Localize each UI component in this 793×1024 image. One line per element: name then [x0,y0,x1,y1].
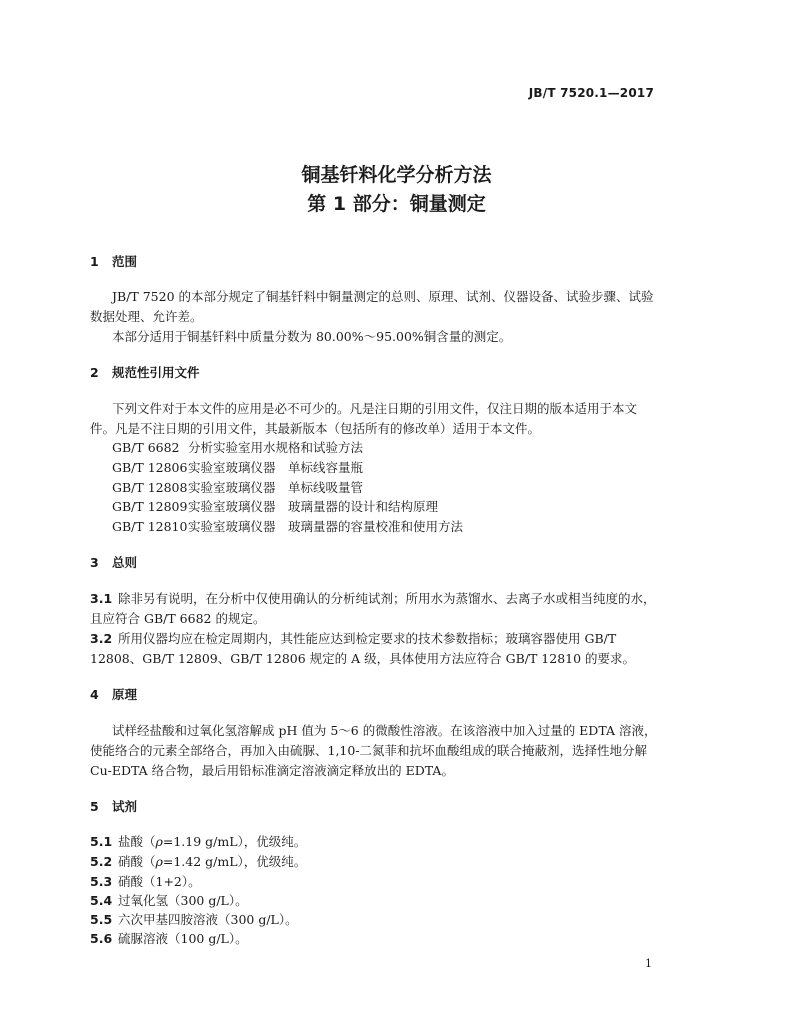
reference-item: GB/T 12808实验室玻璃仪器 单标线吸量管 [112,480,364,495]
clause-3-2: 3.2 所用仪器均应在检定周期内，其性能应达到检定要求的技术参数指标；玻璃容器使用 GB/T [90,631,617,646]
reference-item: GB/T 12809实验室玻璃仪器 玻璃量器的设计和结构原理 [112,499,439,514]
clause-3-2-cont: 12808、GB/T 12809、GB/T 12806 规定的 A 级，具体使用方法应符合 GB/T 12810 的要求。 [90,651,636,666]
reagent-item: 5.1 盐酸（ρ=1.19 g/mL），优级纯。 [90,834,307,849]
reagent-item: 5.3 硝酸（1+2）。 [90,874,201,889]
section-4-heading: 4 原理 [90,687,138,702]
section-4-paragraph-1-cont2: Cu-EDTA 络合物，最后用铅标准滴定溶液滴定释放出的 EDTA。 [90,763,454,778]
section-3-heading: 3 总则 [90,555,138,570]
clause-3-1: 3.1 除非另有说明，在分析中仅使用确认的分析纯试剂；所用水为蒸馏水、去离子水或相当纯度的水， [90,591,656,606]
reference-item: GB/T 6682 分析实验室用水规格和试验方法 [112,440,364,455]
document-title: 铜基钎料化学分析方法 [301,164,492,186]
reference-item: GB/T 12806实验室玻璃仪器 单标线容量瓶 [112,460,364,475]
reagent-item: 5.4 过氧化氢（300 g/L）。 [90,893,248,908]
clause-3-1-cont: 且应符合 GB/T 6682 的规定。 [90,611,266,626]
section-2-paragraph-1-cont: 件。凡是不注日期的引用文件，其最新版本（包括所有的修改单）适用于本文件。 [90,421,541,436]
reference-item: GB/T 12810实验室玻璃仪器 玻璃量器的容量校准和使用方法 [112,519,464,534]
section-1-heading: 1 范围 [90,254,138,269]
section-1-paragraph-1-cont: 数据处理、允许差。 [90,309,203,324]
page-number: 1 [645,957,652,970]
section-1-paragraph-2: 本部分适用于铜基钎料中质量分数为 80.00%～95.00%铜含量的测定。 [112,329,512,344]
section-2-paragraph-1: 下列文件对于本文件的应用是必不可少的。凡是注日期的引用文件，仅注日期的版本适用于本文 [112,401,638,416]
reagent-item: 5.5 六次甲基四胺溶液（300 g/L）。 [90,912,298,927]
document-subtitle: 第 1 部分：铜量测定 [307,193,486,215]
standard-number: JB/T 7520.1—2017 [528,86,654,100]
section-4-paragraph-1-cont: 使能络合的元素全部络合，再加入由硫脲、1,10-二氮菲和抗坏血酸组成的联合掩蔽剂，选择性地分解 [90,743,648,758]
section-2-heading: 2 规范性引用文件 [90,365,200,380]
section-1-paragraph-1: JB/T 7520 的本部分规定了铜基钎料中铜量测定的总则、原理、试剂、仪器设备、试验步骤、试验 [112,289,654,304]
section-4-paragraph-1: 试样经盐酸和过氧化氢溶解成 pH 值为 5～6 的微酸性溶液。在该溶液中加入过量的 EDTA 溶液， [112,723,657,738]
reagent-item: 5.2 硝酸（ρ=1.42 g/mL），优级纯。 [90,854,307,869]
section-5-heading: 5 试剂 [90,799,138,814]
reagent-item: 5.6 硫脲溶液（100 g/L）。 [90,931,248,946]
